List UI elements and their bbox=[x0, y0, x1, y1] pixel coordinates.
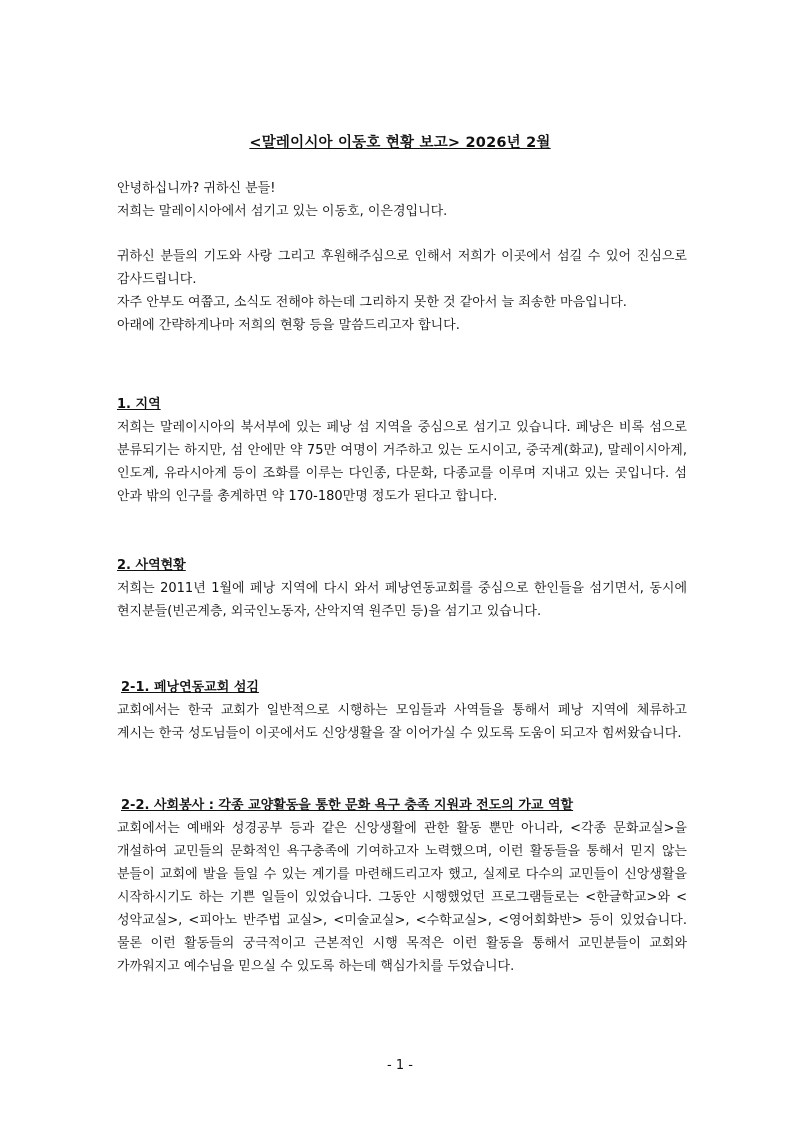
section-heading: 1. 지역 bbox=[117, 397, 161, 412]
greeting-line: 안녕하십니까? 귀하신 분들! bbox=[117, 181, 276, 196]
section-church bbox=[117, 676, 687, 745]
section-body: 저희는 말레이시아의 북서부에 있는 페낭 섬 지역을 중심으로 섬기고 있습니다. 페낭은 비록 섬으로 분류되기는 하지만, 섬 안에만 약 75만 여명이 거주하고 있는 도시이고, 중국계(화교), 말레이시아계, 인도계, 유라시아계 등이 조화를 이루는 다인종, 다문화, 다종교를 이루며 지내고 있는 곳입니다. 섬 안과 밖의 인구를 총계하면 약 170-180만명 정도가 된다고 합니다. bbox=[117, 420, 687, 504]
intro-paragraph: 아래에 간략하게나마 저희의 현황 등을 말씀드리고자 합니다. bbox=[117, 318, 460, 333]
document-title: <말레이시아 이동호 현황 보고> 2026년 2월 bbox=[249, 135, 551, 151]
intro-paragraph: 귀하신 분들의 기도와 사랑 그리고 후원해주심으로 인해서 저희가 이곳에서 섬길 수 있어 진심으로 감사드립니다. bbox=[117, 249, 687, 287]
subsection-heading: 2-1. 페낭연동교회 섬김 bbox=[121, 680, 259, 695]
intro-block bbox=[117, 245, 687, 337]
section-body: 교회에서는 한국 교회가 일반적으로 시행하는 모임들과 사역들을 통해서 페낭 지역에 체류하고 계시는 한국 성도님들이 이곳에서도 신앙생활을 잘 이어가실 수 있도록 도움이 되고자 힘써왔습니다. bbox=[117, 703, 687, 741]
greeting-line: 저희는 말레이시아에서 섬기고 있는 이동호, 이은경입니다. bbox=[117, 204, 448, 219]
section-heading: 2. 사역현황 bbox=[117, 558, 186, 573]
section-body: 교회에서는 예배와 성경공부 등과 같은 신앙생활에 관한 활동 뿐만 아니라, <각종 문화교실>을 개설하여 교민들의 문화적인 욕구충족에 기여하고자 노력했으며, 이런 활동들을 통해서 믿지 않는 분들이 교회에 발을 들일 수 있는 계기를 마련해드리고자 했고, 실제로 다수의 교민들이 신앙생활을 시작하시기도 하는 기쁜 일들이 있었습니다. 그동안 시행했었던 프로그램들로는 <한글학교>와 <성악교실>, <피아노 반주법 교실>, <미술교실>, <수학교실>, <영어회화반> 등이 있었습니다. 물론 이런 활동들의 궁극적이고 근본적인 시행 목적은 이런 활동을 통해서 교민분들이 교회와 가까워지고 예수님을 믿으실 수 있도록 하는데 핵심가치를 두었습니다. bbox=[117, 821, 687, 974]
section-social-service bbox=[117, 794, 687, 978]
section-ministry bbox=[117, 554, 687, 623]
intro-paragraph: 자주 안부도 여쭙고, 소식도 전해야 하는데 그리하지 못한 것 같아서 늘 죄송한 마음입니다. bbox=[117, 295, 627, 310]
page-number: - 1 - bbox=[387, 1058, 413, 1073]
section-region bbox=[117, 393, 687, 508]
section-body: 저희는 2011년 1월에 페낭 지역에 다시 와서 페낭연동교회를 중심으로 한인들을 섬기면서, 동시에 현지분들(빈곤계층, 외국인노동자, 산악지역 원주민 등)을 섬기고 있습니다. bbox=[117, 581, 687, 619]
greeting-block bbox=[117, 177, 687, 223]
subsection-heading: 2-2. 사회봉사 : 각종 교양활동을 통한 문화 욕구 충족 지원과 전도의 가교 역할 bbox=[121, 798, 574, 813]
